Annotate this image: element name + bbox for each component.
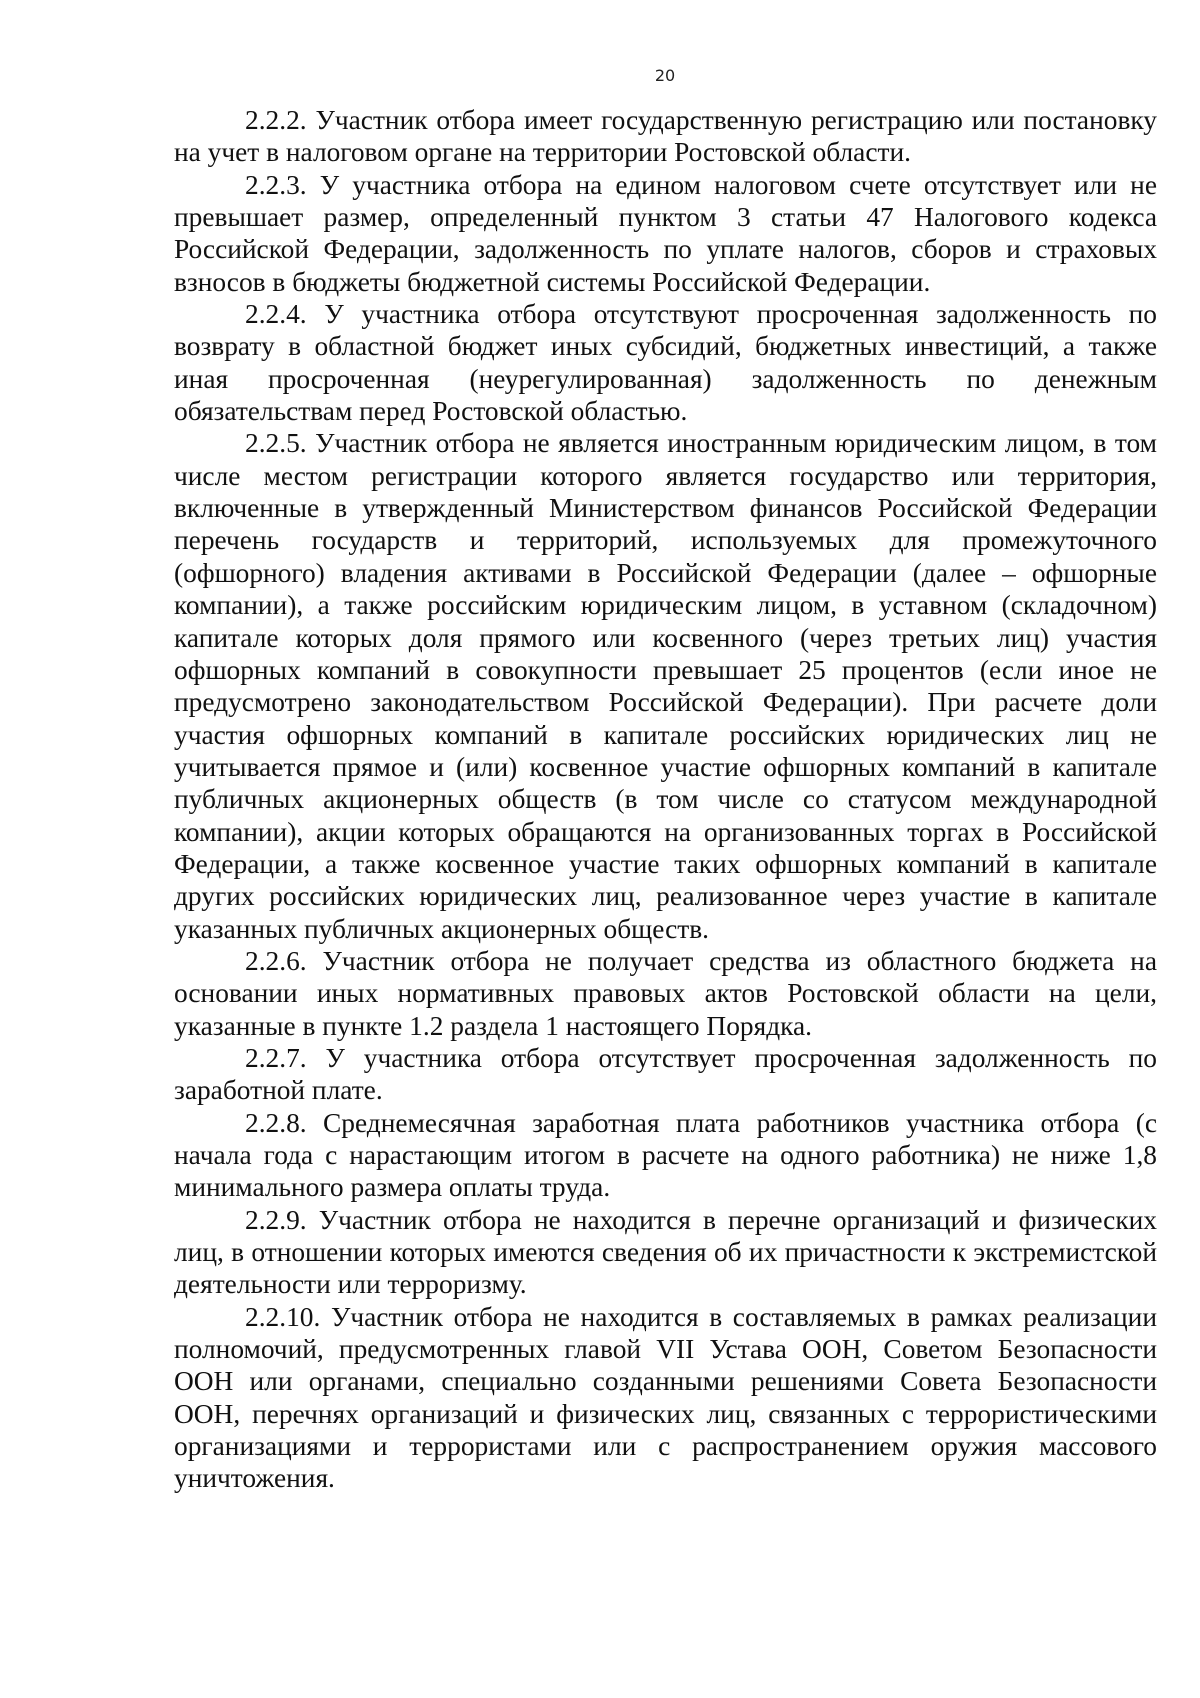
paragraph-2-2-8: 2.2.8. Среднемесячная заработная плата работников участника отбора (с начала года с нарастающим итогом в расчете на одного работника) не ниже 1,8 минимального размера оплаты труда. — [174, 1107, 1157, 1203]
paragraph-2-2-5: 2.2.5. Участник отбора не является иностранным юридическим лицом, в том числе местом регистрации которого является государство или территория, включенные в утвержденный Министерством финансов Российской Федерации перечень государств и территорий, используемых для промежуточного (офшорного) владения активами в Российской Федерации (далее – офшорные компании), а также российским юридическим лицом, в уставном (складочном) капитале которых доля прямого или косвенного (через третьих лиц) участия офшорных компаний в совокупности превышает 25 процентов (если иное не предусмотрено законодательством Российской Федерации). При расчете доли участия офшорных компаний в капитале российских юридических лиц не учитывается прямое и (или) косвенное участие офшорных компаний в капитале публичных акционерных обществ (в том числе со статусом международной компании), акции которых обращаются на организованных торгах в Российской Федерации, а также косвенное участие таких офшорных компаний в капитале других российских юридических лиц, реализованное через участие в капитале указанных публичных акционерных обществ. — [174, 428, 1157, 944]
paragraph-2-2-10: 2.2.10. Участник отбора не находится в составляемых в рамках реализации полномочий, предусмотренных главой VII Устава ООН, Советом Безопасности ООН или органами, специально созданными решениями Совета Безопасности ООН, перечнях организаций и физических лиц, связанных с террористическими организациями и террористами или с распространением оружия массового уничтожения. — [174, 1301, 1157, 1494]
document-body — [174, 104, 1157, 1495]
paragraph-2-2-9: 2.2.9. Участник отбора не находится в перечне организаций и физических лиц, в отношении которых имеются сведения об их причастности к экстремистской деятельности или терроризму. — [174, 1204, 1157, 1300]
paragraph-2-2-2: 2.2.2. Участник отбора имеет государственную регистрацию или постановку на учет в налоговом органе на территории Ростовской области. — [174, 105, 1157, 168]
paragraph-2-2-7: 2.2.7. У участника отбора отсутствует просроченная задолженность по заработной плате. — [174, 1042, 1157, 1106]
paragraph-2-2-3: 2.2.3. У участника отбора на едином налоговом счете отсутствует или не превышает размер, определенный пунктом 3 статьи 47 Налогового кодекса Российской Федерации, задолженность по уплате налогов, сборов и страховых взносов в бюджеты бюджетной системы Российской Федерации. — [174, 169, 1157, 297]
paragraph-2-2-6: 2.2.6. Участник отбора не получает средства из областного бюджета на основании иных нормативных правовых актов Ростовской области на цели, указанные в пункте 1.2 раздела 1 настоящего Порядка. — [174, 945, 1157, 1041]
paragraph-2-2-4: 2.2.4. У участника отбора отсутствуют просроченная задолженность по возврату в областной бюджет иных субсидий, бюджетных инвестиций, а также иная просроченная (неурегулированная) задолженность по денежным обязательствам перед Ростовской областью. — [174, 299, 1157, 427]
page-number: 20 — [654, 66, 676, 85]
